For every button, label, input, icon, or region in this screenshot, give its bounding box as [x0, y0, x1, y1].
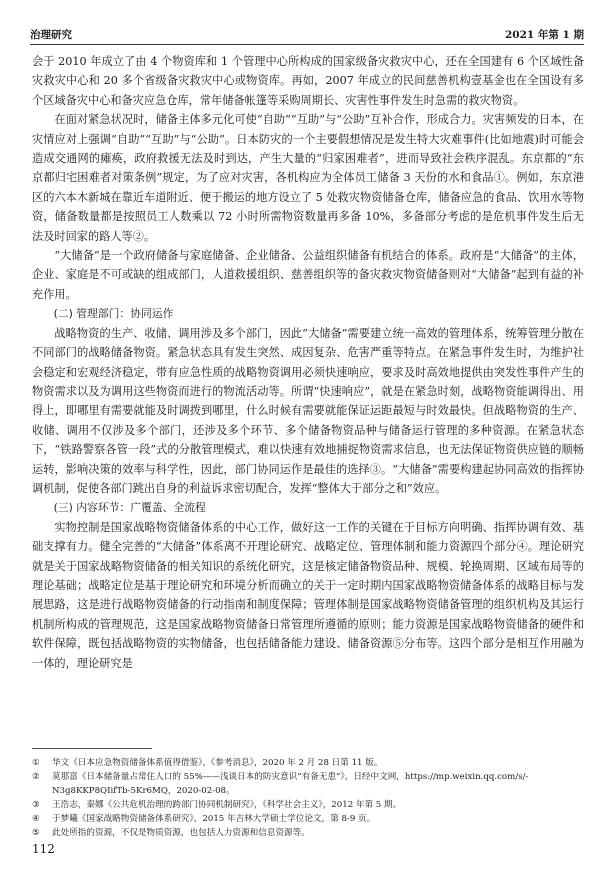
footnote-text: 此处所指的资源，不仅是物质资源，也包括人力资源和信息资源等。: [52, 828, 310, 838]
paragraph: 战略物资的生产、收储、调用涉及多个部门，因此“大储备”需要建立统一高效的管理体系，统筹管理分散在不同部门的战略储备物资。紧急状态具有发生突然、成因复杂、危害严重等特点。在紧急事件发生时，为维护社会稳定和宏观经济稳定，带有应急性质的战略物资调用必须快速响应，要求及时高效地提供由突发性事件产生的物资需求以及为调用这些物资而进行的物流活动等。所谓“快速响应”，就是在紧急时刻，战略物资能调得出、用得上，即哪里有需要就能及时调拨到哪里，什么时候有需要就能保证运距最短与时效最快。但战略物资的生产、收储、调用不仅涉及多个部门，还涉及多个环节、多个储备物资品种与储备运行管理的多种资源。在紧急状态下，“铁路警察各管一段”式的分散管理模式，难以快速有效地捕捉物资需求信息，也无法保证物资供应链的顺畅运转，影响决策的效率与科学性，因此，部门协同运作是最佳的选择③。“大储备”需要构建起协同高效的指挥协调机制，促使各部门跳出自身的利益诉求密切配合，发挥“整体大于部分之和”效应。: [32, 326, 584, 495]
footnotes: [32, 756, 584, 840]
paragraph: 在面对紧急状况时，储备主体多元化可使“自助”“互助”与“公助”互补合作，形成合力。灾害频发的日本，在灾情应对上强调“自助”“互助”与“公助”。日本防灾的一个主要假想情况是发生特大灾难事件(比如地震)时可能会造成交通网的瘫痪，政府救援无法及时到达，产生大量的“归家困难者”，进而导致社会秩序混乱。东京都的“东京都归宅困难者对策条例”规定，为了应对灾害，各机构应为全体员工储备 3 天份的水和食品①。例如，东京港区的六本木新城在靠近车道附近、便于搬运的地方设立了 5 处救灾物资储备仓库，储备应急的食品、饮用水等物资，储备数量都是按照员工人数乘以 72 小时所需物资数量再多备 10%，多备部分考虑的是危机事件发生后无法及时回家的路人等②。: [32, 113, 584, 243]
footnote-text: 于梦曦《国家战略物资储备体系研究》，2015 年吉林大学硕士学位论文，第 8-9 页。: [52, 814, 376, 824]
footnote-mark: ⑤: [32, 828, 40, 838]
footnote-mark: ①: [32, 758, 40, 768]
section-heading: (二) 管理部门：协同运作: [53, 307, 174, 321]
footnote: [32, 826, 584, 840]
footnote-mark: ④: [32, 814, 40, 824]
article-body: [32, 52, 584, 673]
running-header: [30, 22, 584, 45]
footnote: [32, 756, 584, 770]
footnote-text: 莫那富《日本储备量占常住人口的 55%——浅谈日本的防灾意识“有备无患”》，日经中文网，https://mp.weixin.qq.com/s/-N3g8KKP8QIifTb-5Kr6MQ，2020-02-08。: [52, 772, 529, 796]
page-number: 112: [32, 842, 55, 856]
footnote: [32, 812, 584, 826]
issue-label: 2021 年第 1 期: [505, 29, 584, 41]
section-heading: (三) 内容环节：广覆盖、全流程: [53, 501, 206, 515]
footnote-divider: [32, 748, 152, 749]
footnote-text: 王浩志，秦娜《公共危机治理的跨部门协同机制研究》，《科学社会主义》，2012 年第 5 期。: [52, 800, 402, 810]
paragraph: 实物控制是国家战略物资储备体系的中心工作，做好这一工作的关键在于目标方向明确、指挥协调有效、基础支撑有力。健全完善的“大储备”体系离不开理论研究、战略定位、管理体制和能力资源四个部分④。理论研究就是关于国家战略物资储备的相关知识的系统化研究，这是核定储备物资品种、规模、轮换周期、区域布局等的理论基础；战略定位是基于理论研究和环境分析而确立的关于一定时期内国家战略物资储备体系的战略目标与发展思路，这是进行战略物资储备的行动指南和制度保障；管理体制是国家战略物资储备管理的组织机构及其运行机制所构成的管理规范，这是国家战略物资储备日常管理所遵循的原则；能力资源是国家战略物资储备的硬件和软件保障，既包括战略物资的实物储备，也包括储备能力建设、储备资源⑤分布等。这四个部分是相互作用融为一体的，理论研究是: [32, 520, 584, 670]
footnote-text: 华文《日本应急物资储备体系值得借鉴》，《参考消息》，2020 年 2 月 28 日第 11 版。: [52, 758, 383, 768]
footnote-mark: ③: [32, 800, 40, 810]
footnote-mark: ②: [32, 772, 40, 782]
journal-name: 治理研究: [30, 29, 72, 41]
paragraph: “大储备”是一个政府储备与家庭储备、企业储备、公益组织储备有机结合的体系。政府是“大储备”的主体，企业、家庭是不可或缺的组成部门，人道救援组织、慈善组织等的备灾救灾物资储备则对“大储备”起到有益的补充作用。: [32, 249, 584, 301]
footnote: [32, 770, 584, 798]
paragraph: 会于 2010 年成立了由 4 个物资库和 1 个管理中心所构成的国家级备灾救灾中心，还在全国建有 6 个区域性备灾救灾中心和 20 多个省级备灾救灾中心或物资库。再如，2007 年成立的民间慈善机构壹基金也在全国设有多个区域备灾中心和备灾应急仓库，常年储备帐篷等采购周期长、灾害性事件发生时急需的救灾物资。: [32, 55, 584, 107]
footnote: [32, 798, 584, 812]
